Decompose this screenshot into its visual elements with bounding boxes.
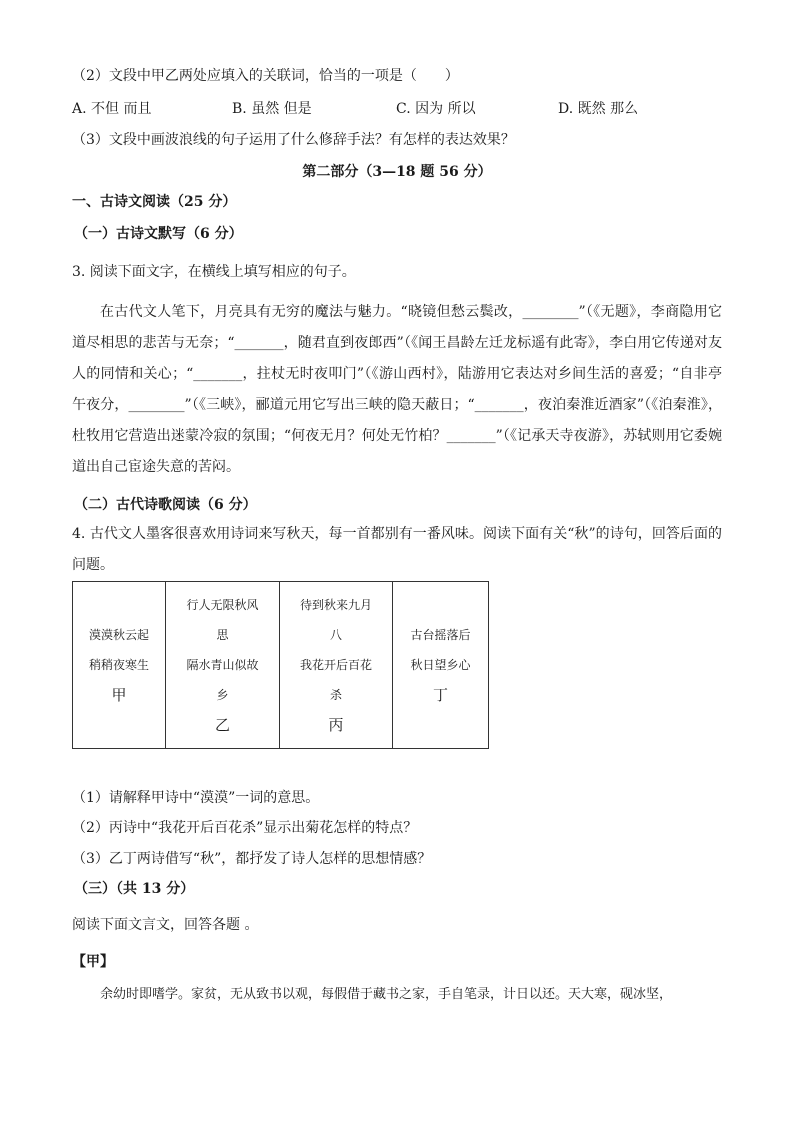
poem-line: 待到秋来九月: [299, 598, 372, 612]
poem-tag: 甲: [111, 686, 127, 704]
sub2-title: （二）古代诗歌阅读（6 分）: [74, 497, 257, 513]
option-text: 因为 所以: [415, 101, 476, 117]
poem-line: 乡: [216, 688, 229, 702]
q4-sub-3: （3）乙丁两诗借写“秋”，都抒发了诗人怎样的思想情感？: [72, 851, 432, 867]
option-d[interactable]: [558, 98, 638, 118]
poem-tag: 丁: [432, 686, 448, 704]
q2-stem: （2）文段中甲乙两处应填入的关联词，恰当的一项是（ ）: [72, 68, 459, 84]
read-prompt: 阅读下面文言文，回答各题 。: [72, 917, 259, 933]
poem-line: 秋日望乡心: [410, 658, 471, 672]
poem-line: 稍稍夜寒生: [88, 658, 149, 672]
poem-tag: 丙: [328, 716, 344, 734]
option-text: 虽然 但是: [251, 101, 312, 117]
poem-line: 我花开后百花: [299, 658, 372, 672]
jia-label: 【甲】: [72, 954, 114, 970]
option-letter: B.: [232, 101, 247, 117]
moon-passage: 在古代文人笔下，月亮具有无穷的魔法与魅力。“晓镜但愁云鬓改，________”（《无题》，李商隐用它道尽相思的悲苦与无奈；“_______，随君直到夜郎西”（《闻王昌龄左迁龙标遥有此寄》，李白用它传递对友人的同情和关心；“_______，拄杖无时夜叩门”（《游山西村》，陆游用它表达对乡间生活的喜爱；“自非亭午夜分，________”（《三峡》，郦道元用它写出三峡的隐天蔽日；“_______，夜泊秦淮近酒家”（《泊秦淮》，杜牧用它营造出迷蒙冷寂的氛围；“何夜无月？何处无竹柏？_______”（《记承天寺夜游》，苏轼则用它委婉道出自己宦途失意的苦闷。: [72, 304, 722, 475]
option-c[interactable]: [396, 98, 476, 118]
poem-line: 古台摇落后: [410, 628, 471, 642]
poem-line: 杀: [329, 688, 342, 702]
q3-number: 3. 阅读下面文字，在横线上填写相应的句子。: [72, 264, 356, 280]
poem-table: [72, 581, 489, 749]
option-letter: D.: [558, 101, 574, 117]
q4-sub-2: （2）丙诗中“我花开后百花杀”显示出菊花怎样的特点？: [72, 820, 418, 836]
poem-cell-yi: [166, 582, 280, 749]
poem-tag: 乙: [214, 716, 230, 734]
section1-title: 一、古诗文阅读（25 分）: [72, 194, 237, 210]
poem-line: 思: [216, 628, 229, 642]
classical-text: 余幼时即嗜学。家贫，无从致书以观，每假借于藏书之家，手自笔录，计日以还。天大寒，砚冰坚，: [100, 987, 673, 1002]
part2-title: 第二部分（3—18 题 56 分）: [302, 164, 492, 180]
option-text: 既然 那么: [577, 101, 639, 117]
q3-stem: （3）文段中画波浪线的句子运用了什么修辞手法？有怎样的表达效果？: [72, 132, 515, 148]
poem-line: 行人无限秋风: [186, 598, 259, 612]
option-b[interactable]: [232, 98, 312, 118]
q4-intro: 4. 古代文人墨客很喜欢用诗词来写秋天，每一首都别有一番风味。阅读下面有关“秋”的诗句，回答后面的问题。: [72, 526, 722, 573]
q4-sub-1: （1）请解释甲诗中“漠漠”一词的意思。: [72, 790, 320, 806]
option-letter: A.: [72, 101, 87, 117]
sub1-title: （一）古诗文默写（6 分）: [74, 226, 243, 242]
poem-line: 八: [329, 628, 342, 642]
option-a[interactable]: [72, 98, 151, 118]
poem-line: 隔水青山似故: [186, 658, 259, 672]
poem-line: 漠漠秋云起: [88, 628, 149, 642]
sub3-title: （三）（共 13 分）: [74, 881, 195, 897]
option-text: 不但 而且: [91, 101, 152, 117]
option-letter: C.: [396, 101, 411, 117]
q2-options: [72, 98, 722, 118]
poem-cell-ding: [393, 582, 489, 749]
poem-cell-bing: [280, 582, 393, 749]
poem-cell-jia: [73, 582, 166, 749]
